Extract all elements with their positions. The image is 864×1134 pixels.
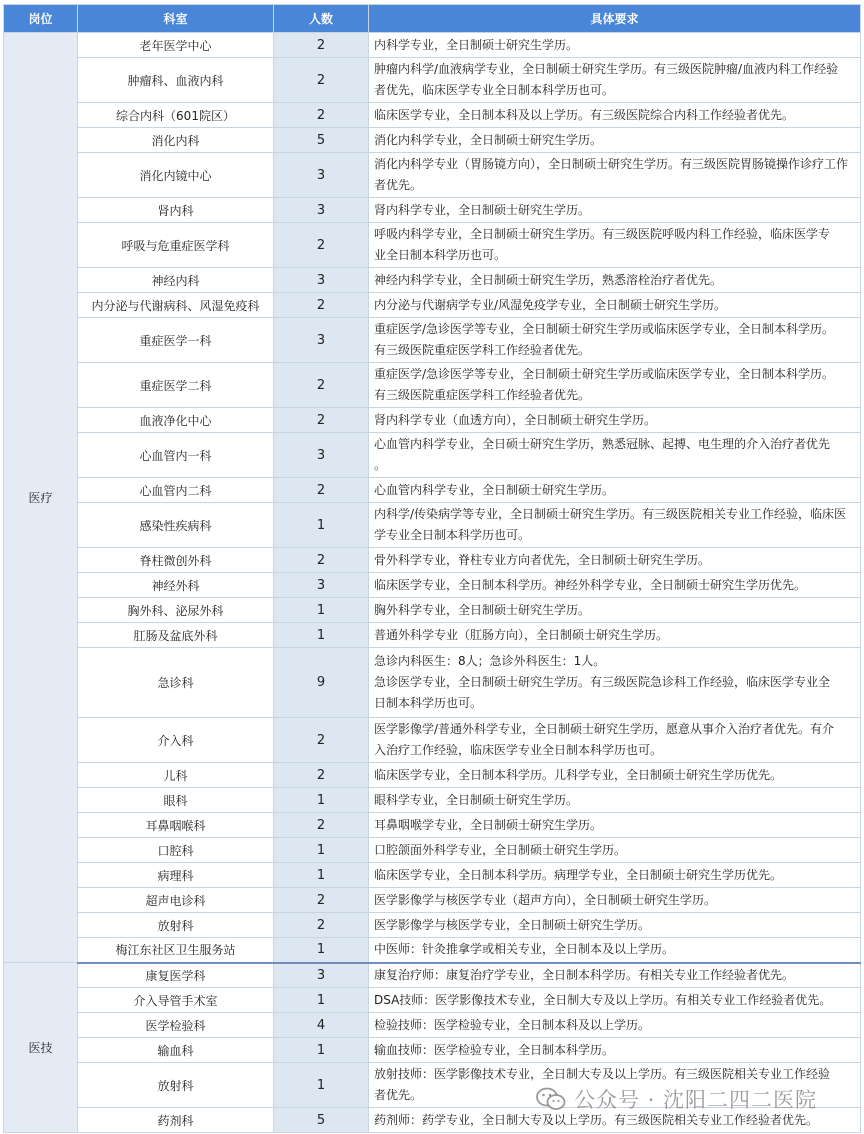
requirement-line: 呼吸内科学专业，全日制硕士研究生学历。有三级医院呼吸内科工作经验，临床医学专 [374,227,831,241]
table-row [4,938,861,963]
table-row [4,58,861,103]
count-cell: 2 [274,913,369,938]
count-cell: 2 [274,408,369,433]
requirement-line: 者优先。 [374,178,423,192]
requirements-cell [369,913,861,938]
requirement-line: 放射技师：医学影像技术专业，全日制大专及以上学历。有三级医院相关专业工作经验 [374,1067,831,1081]
requirements-cell [369,478,861,503]
count-cell: 1 [274,788,369,813]
table-row [4,363,861,408]
requirement-line: 入治疗工作经验，临床医学专业全日制本科学历也可。 [374,743,663,757]
requirement-line: 急诊内科医生：8人；急诊外科医生：1人。 [374,654,606,668]
requirement-line: 神经内科学专业，全日制硕士研究生学历，熟悉溶栓治疗者优先。 [374,272,723,287]
table-row [4,598,861,623]
table-row [4,813,861,838]
table-row [4,198,861,223]
table-row [4,963,861,988]
requirement-line: 肿瘤内科学/血液病学专业，全日制硕士研究生学历。有三级医院肿瘤/血液内科工作经验 [374,62,839,76]
requirement-line: 内分泌与代谢病学专业/风湿免疫学专业，全日制硕士研究生学历。 [374,297,727,312]
dept-cell: 呼吸与危重症医学科 [78,223,274,268]
dept-cell: 重症医学二科 [78,363,274,408]
requirements-cell [369,813,861,838]
requirements-cell [369,963,861,988]
dept-cell: 放射科 [78,1063,274,1108]
requirement-line: 有三级医院重症医学科工作经验者优先。 [374,343,591,357]
count-cell: 2 [274,548,369,573]
dept-cell: 胸外科、泌尿外科 [78,598,274,623]
table-row [4,1063,861,1108]
table-row [4,478,861,503]
count-cell: 2 [274,363,369,408]
requirement-line: 医学影像学与核医学专业，全日制硕士研究生学历。 [374,917,651,932]
requirements-cell [369,623,861,648]
table-row [4,128,861,153]
requirement-line: 重症医学/急诊医学等专业，全日制硕士研究生学历或临床医学专业，全日制本科学历。 [374,322,835,336]
count-cell: 1 [274,623,369,648]
count-cell: 2 [274,478,369,503]
header-requirements: 具体要求 [369,5,861,33]
dept-cell: 输血科 [78,1038,274,1063]
dept-cell: 急诊科 [78,648,274,718]
dept-cell: 老年医学中心 [78,33,274,58]
table-row [4,223,861,268]
count-cell: 1 [274,938,369,963]
count-cell: 1 [274,863,369,888]
requirement-line: 胸外科学专业，全日制硕士研究生学历。 [374,602,591,617]
dept-cell: 消化内镜中心 [78,153,274,198]
requirements-cell [369,1013,861,1038]
dept-cell: 肿瘤科、血液内科 [78,58,274,103]
post-cell: 医疗 [4,33,78,963]
requirement-line: 消化内科学专业（胃肠镜方向），全日制硕士研究生学历。有三级医院胃肠镜操作诊疗工作 [374,157,849,171]
count-cell: 2 [274,293,369,318]
table-row [4,548,861,573]
dept-cell: 心血管内一科 [78,433,274,478]
dept-cell: 肛肠及盆底外科 [78,623,274,648]
dept-cell: 介入导管手术室 [78,988,274,1013]
table-row [4,1013,861,1038]
requirement-line: 普通外科学专业（肛肠方向），全日制硕士研究生学历。 [374,627,669,642]
count-cell: 2 [274,813,369,838]
requirements-cell [369,318,861,363]
requirement-line: 内科学/传染病学等专业，全日制硕士研究生学历。有三级医院相关专业工作经验，临床医 [374,507,847,521]
count-cell: 3 [274,963,369,988]
requirement-line: 业全日制本科学历也可。 [374,248,507,262]
requirement-line: 医学影像学与核医学专业（超声方向），全日制硕士研究生学历。 [374,892,717,907]
count-cell: 5 [274,1108,369,1133]
requirement-line: 学专业全日制本科学历也可。 [374,528,531,542]
requirement-line: 者优先。 [374,1088,423,1102]
table-row [4,913,861,938]
requirement-line: 中医师：针灸推拿学或相关专业，全日制本及以上学历。 [374,942,675,957]
requirements-cell [369,223,861,268]
requirements-cell [369,863,861,888]
watermark-text: 公众号 · 沈阳二四二医院 [574,1088,818,1112]
dept-cell: 眼科 [78,788,274,813]
table-row [4,103,861,128]
dept-cell: 介入科 [78,718,274,763]
dept-cell: 重症医学一科 [78,318,274,363]
requirements-cell [369,548,861,573]
count-cell: 1 [274,988,369,1013]
dept-cell: 心血管内二科 [78,478,274,503]
table-row [4,433,861,478]
requirement-line: 内科学专业，全日制硕士研究生学历。 [374,37,579,52]
count-cell: 1 [274,503,369,548]
requirement-line: 输血技师：医学检验专业，全日制本科学历。 [374,1042,615,1057]
count-cell: 9 [274,648,369,718]
count-cell: 3 [274,198,369,223]
header-post: 岗位 [4,5,78,33]
count-cell: 4 [274,1013,369,1038]
requirements-cell [369,293,861,318]
requirement-line: 。 [374,458,387,472]
count-cell: 3 [274,268,369,293]
dept-cell: 儿科 [78,763,274,788]
table-row [4,153,861,198]
requirements-cell [369,153,861,198]
table-row [4,718,861,763]
header-dept: 科室 [78,5,274,33]
requirements-cell [369,888,861,913]
dept-cell: 脊柱微创外科 [78,548,274,573]
requirement-line: 耳鼻咽喉学专业，全日制硕士研究生学历。 [374,817,603,832]
dept-cell: 神经内科 [78,268,274,293]
requirement-line: 日制本科学历也可。 [374,696,483,710]
table-row [4,1108,861,1133]
requirements-cell [369,988,861,1013]
requirement-line: 眼科学专业，全日制硕士研究生学历。 [374,792,579,807]
table-row [4,573,861,598]
dept-cell: 放射科 [78,913,274,938]
count-cell: 3 [274,433,369,478]
requirements-cell [369,503,861,548]
table-row [4,888,861,913]
requirement-line: 肾内科学专业，全日制硕士研究生学历。 [374,202,591,217]
requirement-line: DSA技师：医学影像技术专业，全日制大专及以上学历。有相关专业工作经验者优先。 [374,992,832,1007]
requirement-line: 临床医学专业，全日制本科学历。神经外科学专业，全日制硕士研究生学历优先。 [374,577,807,592]
requirement-line: 消化内科学专业，全日制硕士研究生学历。 [374,132,603,147]
count-cell: 1 [274,1063,369,1108]
requirements-cell [369,408,861,433]
requirement-line: 者优先，临床医学专业全日制本科学历也可。 [374,83,615,97]
requirement-line: 药剂师：药学专业，全日制大专及以上学历。有三级医院相关专业工作经验者优先。 [374,1112,819,1127]
requirement-line: 心血管内科学专业，全日制硕士研究生学历。 [374,482,615,497]
requirements-cell [369,1108,861,1133]
requirements-cell [369,648,861,718]
dept-cell: 综合内科（601院区） [78,103,274,128]
dept-cell: 超声电诊科 [78,888,274,913]
count-cell: 2 [274,763,369,788]
dept-cell: 病理科 [78,863,274,888]
table-row [4,293,861,318]
dept-cell: 肾内科 [78,198,274,223]
table-row [4,408,861,433]
requirement-line: 检验技师：医学检验专业，全日制本科及以上学历。 [374,1017,651,1032]
requirement-line: 骨外科学专业，脊柱专业方向者优先，全日制硕士研究生学历。 [374,552,711,567]
requirement-line: 临床医学专业，全日制本科学历。儿科学专业，全日制硕士研究生学历优先。 [374,767,783,782]
table-row [4,503,861,548]
table-row [4,648,861,718]
dept-cell: 消化内科 [78,128,274,153]
table-row [4,623,861,648]
table-row [4,838,861,863]
count-cell: 1 [274,838,369,863]
requirements-cell [369,198,861,223]
requirements-cell [369,763,861,788]
dept-cell: 感染性疾病科 [78,503,274,548]
count-cell: 3 [274,318,369,363]
dept-cell: 医学检验科 [78,1013,274,1038]
dept-cell: 神经外科 [78,573,274,598]
count-cell: 2 [274,718,369,763]
count-cell: 3 [274,573,369,598]
requirements-cell [369,598,861,623]
table-body [4,33,861,1133]
count-cell: 2 [274,888,369,913]
count-cell: 2 [274,58,369,103]
dept-cell: 内分泌与代谢病科、风湿免疫科 [78,293,274,318]
post-cell: 医技 [4,963,78,1133]
requirements-cell [369,838,861,863]
table-header [4,5,861,33]
requirement-line: 临床医学专业，全日制本科及以上学历。有三级医院综合内科工作经验者优先。 [374,107,795,122]
table-row [4,318,861,363]
recruitment-table [3,4,861,1133]
requirement-line: 肾内科学专业（血透方向），全日制硕士研究生学历。 [374,412,657,427]
requirements-cell [369,363,861,408]
count-cell: 1 [274,1038,369,1063]
dept-cell: 梅江东社区卫生服务站 [78,938,274,963]
requirements-cell [369,128,861,153]
requirements-cell [369,718,861,763]
table-row [4,788,861,813]
table-row [4,863,861,888]
table-row [4,33,861,58]
dept-cell: 耳鼻咽喉科 [78,813,274,838]
count-cell: 2 [274,103,369,128]
requirements-cell [369,103,861,128]
requirement-line: 重症医学/急诊医学等专业，全日制硕士研究生学历或临床医学专业，全日制本科学历。 [374,367,835,381]
requirement-line: 急诊医学专业，全日制硕士研究生学历。有三级医院急诊科工作经验，临床医学专业全 [374,675,831,689]
dept-cell: 口腔科 [78,838,274,863]
count-cell: 2 [274,223,369,268]
requirement-line: 有三级医院重症医学科工作经验者优先。 [374,388,591,402]
header-count: 人数 [274,5,369,33]
requirements-cell [369,433,861,478]
requirement-line: 康复治疗师：康复治疗学专业，全日制本科学历。有相关专业工作经验者优先。 [374,967,795,982]
count-cell: 3 [274,153,369,198]
requirements-cell [369,268,861,293]
dept-cell: 康复医学科 [78,963,274,988]
requirement-line: 临床医学专业，全日制本科学历。病理学专业，全日制硕士研究生学历优先。 [374,867,783,882]
table-row [4,763,861,788]
dept-cell: 血液净化中心 [78,408,274,433]
requirements-cell [369,1063,861,1108]
requirements-cell [369,1038,861,1063]
dept-cell: 药剂科 [78,1108,274,1133]
requirement-line: 医学影像学/普通外科学专业，全日制硕士研究生学历，愿意从事介入治疗者优先。有介 [374,722,835,736]
requirements-cell [369,938,861,963]
table-row [4,988,861,1013]
requirements-cell [369,33,861,58]
requirements-cell [369,788,861,813]
table-row [4,1038,861,1063]
requirement-line: 心血管内科学专业，全日硕士研究生学历，熟悉冠脉、起搏、电生理的介入治疗者优先 [374,437,831,451]
count-cell: 1 [274,598,369,623]
count-cell: 5 [274,128,369,153]
requirements-cell [369,573,861,598]
count-cell: 2 [274,33,369,58]
table-row [4,268,861,293]
requirements-cell [369,58,861,103]
requirement-line: 口腔颌面外科学专业，全日制硕士研究生学历。 [374,842,627,857]
